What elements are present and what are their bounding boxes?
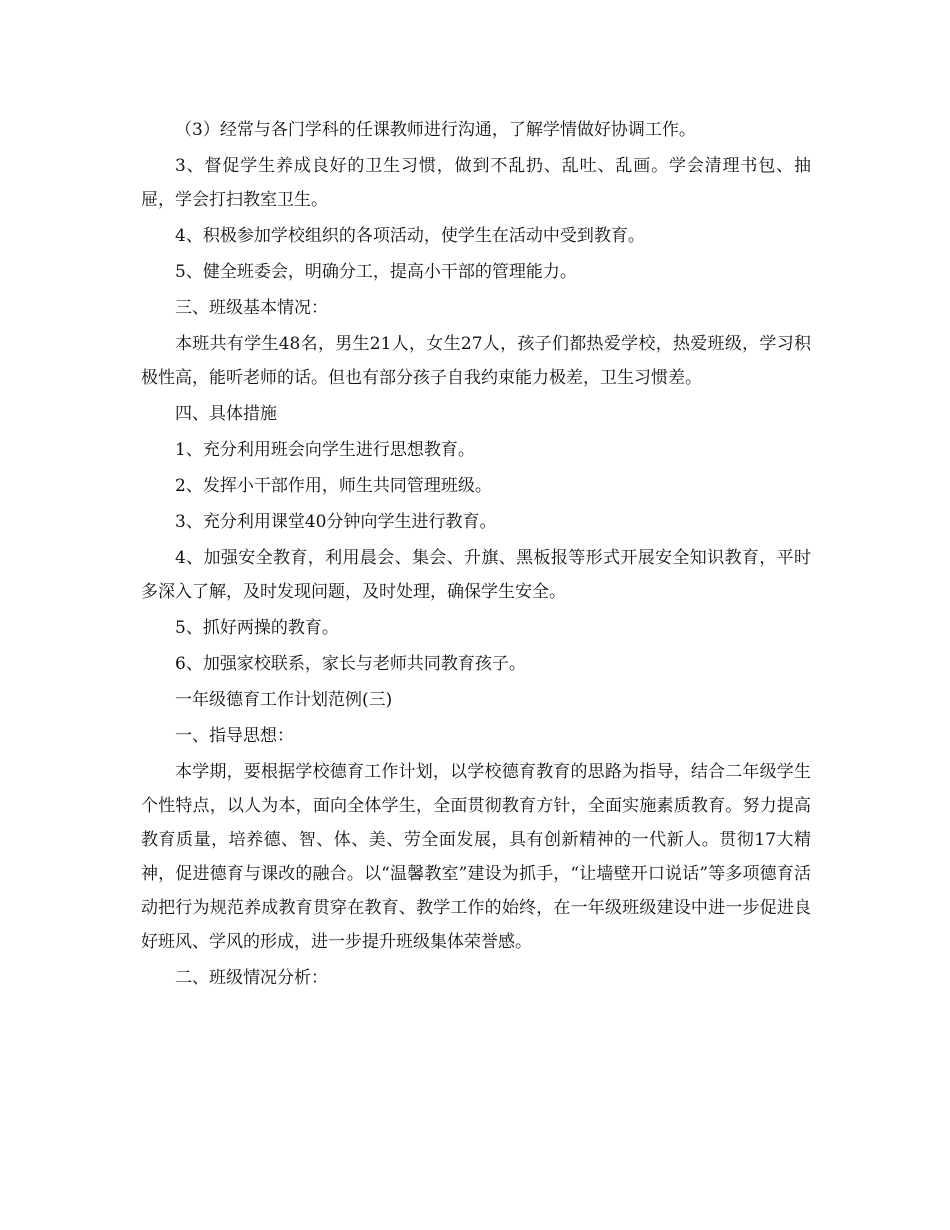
paragraph-8: 1、充分利用班会向学生进行思想教育。: [175, 440, 475, 460]
paragraph-4: 5、健全班委会，明确分工，提高小干部的管理能力。: [175, 262, 577, 282]
section-heading-3: 三、班级基本情况：: [175, 298, 328, 318]
paragraph-6: 本班共有学生48名，男生21人，女生27人，孩子们都热爱学校，热爱班级，学习积极性高，能听老师的话。但也有部分孩子自我约束能力极差，卫生习惯差。: [141, 334, 811, 388]
paragraph-2: 3、督促学生养成良好的卫生习惯，做到不乱扔、乱吐、乱画。学会清理书包、抽屉，学会打扫教室卫生。: [141, 156, 811, 210]
section-heading-4: 四、具体措施: [175, 404, 277, 424]
paragraph-12: 5、抓好两操的教育。: [175, 618, 339, 638]
paragraph-13: 6、加强家校联系，家长与老师共同教育孩子。: [175, 654, 526, 674]
section-heading-2: 二、班级情况分析：: [175, 968, 328, 988]
paragraph-1: （3）经常与各门学科的任课教师进行沟通，了解学情做好协调工作。: [175, 120, 696, 140]
paragraph-11: 4、加强安全教育，利用晨会、集会、升旗、黑板报等形式开展安全知识教育，平时多深入了解，及时发现问题，及时处理，确保学生安全。: [141, 548, 811, 602]
paragraph-16: 本学期，要根据学校德育工作计划，以学校德育教育的思路为指导，结合二年级学生个性特点，以人为本，面向全体学生，全面贯彻教育方针，全面实施素质教育。努力提高教育质量，培养德、智、体、美、劳全面发展，具有创新精神的一代新人。贯彻17大精神，促进德育与课改的融合。以“温馨教室”建设为抓手，“让墙壁开口说话”等多项德育活动把行为规范养成教育贯穿在教育、教学工作的始终，在一年级班级建设中进一步促进良好班风、学风的形成，进一步提升班级集体荣誉感。: [141, 762, 811, 952]
document-body: [141, 113, 811, 997]
paragraph-10: 3、充分利用课堂40分钟向学生进行教育。: [175, 512, 497, 532]
paragraph-3: 4、积极参加学校组织的各项活动，使学生在活动中受到教育。: [175, 226, 645, 246]
document-subtitle: 一年级德育工作计划范例(三): [175, 690, 393, 710]
section-heading-1: 一、指导思想：: [175, 726, 294, 746]
paragraph-9: 2、发挥小干部作用，师生共同管理班级。: [175, 476, 492, 496]
